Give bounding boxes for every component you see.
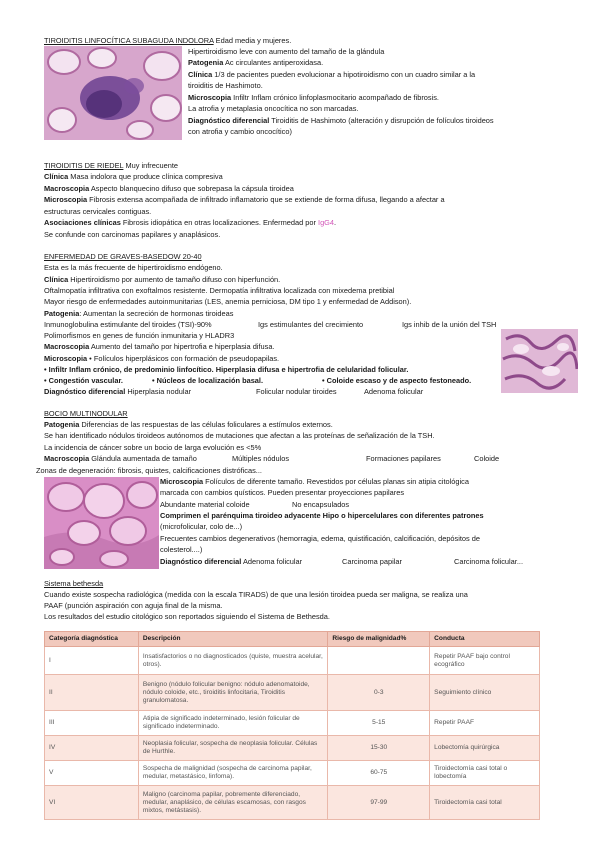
table-cell: Repetir PAAF	[430, 711, 540, 736]
text-line: Carcinoma folicular...	[454, 557, 524, 566]
text-line: Cuando existe sospecha radiológica (medida con la escala TIRADS) de que una lesión tiroidea pueda ser maligna, se realiza una	[44, 590, 468, 599]
table-header-row	[45, 632, 540, 647]
text-line: Se han identificado nódulos tiroideos autónomos de mutaciones que afectan a las proteínas de señalización de la TSH.	[44, 431, 435, 440]
text-line: La incidencia de cáncer sobre un bocio de larga evolución es <5%	[44, 443, 262, 452]
patogenia-line: Patogenia: Aumentan la secreción de hormonas tiroideas	[44, 309, 234, 318]
clinica-line: Clínica 1/3 de pacientes pueden evolucionar a hipotiroidismo con un cuadro similar a la	[188, 70, 476, 79]
clinica-line: Clínica Hipertiroidismo por aumento de tamaño difuso con hiperfunción.	[44, 275, 281, 284]
table-row	[45, 647, 540, 675]
table-cell: Tiroidectomía casi total o lobectomía	[430, 761, 540, 786]
table-cell: 60-75	[328, 761, 430, 786]
clinica-line: Clínica Masa indolora que produce clínica compresiva	[44, 172, 223, 181]
text-line: PAAF (punción aspiración con aguja final de la misma.	[44, 601, 223, 610]
micro-line: Microscopia Folículos de diferente tamaño. Revestidos por células planas sin atipia citológica	[160, 477, 469, 486]
text-line: Carcinoma papilar	[342, 557, 402, 566]
text-line: Oftalmopatía infiltrativa con exoftalmos resistente. Dermopatía infiltrativa localizada con mixedema pretibial	[44, 286, 395, 295]
table-cell: 15-30	[328, 736, 430, 761]
table-cell: 5-15	[328, 711, 430, 736]
table-cell: III	[45, 711, 139, 736]
dx-line: Diagnóstico diferencial Adenoma folicular	[160, 557, 303, 566]
column-header: Categoría diagnóstica	[45, 632, 139, 647]
text-line: Inmunoglobulina estimulante del tiroides (TSI)-90%	[44, 320, 212, 329]
table-cell: V	[45, 761, 139, 786]
text-line: Frecuentes cambios degenerativos (hemorragia, edema, quistificación, calcificación, depósitos de	[160, 534, 481, 543]
section-title-graves: ENFERMEDAD DE GRAVES-BASEDOW 20-40	[44, 252, 202, 261]
text-line: Hipertiroidismo leve con aumento del tamaño de la glándula	[188, 47, 385, 56]
text-line: Abundante material coloide	[160, 500, 250, 509]
table-row	[45, 786, 540, 820]
text-line: Múltiples nódulos	[232, 454, 290, 463]
table-cell: Lobectomía quirúrgica	[430, 736, 540, 761]
table-cell: Tiroidectomía casi total	[430, 786, 540, 820]
column-header: Descripción	[138, 632, 328, 647]
text-line: Folicular nodular tiroides	[256, 387, 337, 396]
bethesda-table	[44, 631, 540, 820]
table-cell: Repetir PAAF bajo control ecográfico	[430, 647, 540, 675]
micro-line: Microscopia • Folículos hiperplásicos con formación de pseudopapilas.	[44, 354, 280, 363]
text-line: Se confunde con carcinomas papilares y anaplásicos.	[44, 230, 221, 239]
table-cell: Atipia de significado indeterminado, lesión folicular de significado indeterminado.	[138, 711, 328, 736]
text-line: Adenoma folicular	[364, 387, 424, 396]
text-line: Igs inhib de la unión del TSH	[402, 320, 497, 329]
macro-line: Macroscopia Aumento del tamaño por hipertrofia e hiperplasia difusa.	[44, 342, 275, 351]
text-line: Los resultados del estudio citológico son reportados siguiendo el Sistema de Bethesda.	[44, 612, 330, 621]
table-cell: Seguimiento clínico	[430, 675, 540, 711]
table-cell: Maligno (carcinoma papilar, pobremente diferenciado, medular, anaplásico, de células escamosas, con rasgos mixtos, metástasis).	[138, 786, 328, 820]
patogenia-line: Patogenia Diferencias de las respuestas de las células foliculares a estímulos externos.	[44, 420, 333, 429]
text-line: La atrofia y metaplasia oncocítica no son marcadas.	[188, 104, 359, 113]
micro-line: Microscopia Fibrosis extensa acompañada de infiltrado inflamatorio que se extiende de forma difusa, llegando a afectar a	[44, 195, 445, 204]
table-row	[45, 761, 540, 786]
histology-image-multinodular-goiter	[44, 477, 159, 569]
text-line: No encapsulados	[292, 500, 350, 509]
text-line: con atrofia y cambio oncocítico)	[188, 127, 292, 136]
text-line: (microfolicular, colo de...)	[160, 522, 243, 531]
table-cell: IV	[45, 736, 139, 761]
table-cell: 97-99	[328, 786, 430, 820]
text-line: colesterol....)	[160, 545, 203, 554]
text-line: Coloide	[474, 454, 500, 463]
histology-image-graves	[501, 329, 578, 393]
table-cell: 0-3	[328, 675, 430, 711]
section-title-bocio: BOCIO MULTINODULAR	[44, 409, 128, 418]
text-line: tiroiditis de Hashimoto.	[188, 81, 263, 90]
text-line: Igs estimulantes del crecimiento	[258, 320, 364, 329]
bullet-line: • Congestión vascular.	[44, 376, 123, 385]
table-cell: I	[45, 647, 139, 675]
patogenia-line: Patogenia Ac circulantes antiperoxidasa.	[188, 58, 324, 67]
text-line: Comprimen el parénquima tiroideo adyacente Hipo o hipercelulares con diferentes patrones	[160, 511, 484, 520]
microscopia-line: Microscopia Infiltr Inflam crónico linfoplasmocitario acompañado de fibrosis.	[188, 93, 439, 102]
dx-line: Diagnóstico diferencial Tiroiditis de Hashimoto (alteración y disrupción de folículos tiroideos	[188, 116, 494, 125]
bullet-line: • Núcleos de localización basal.	[152, 376, 264, 385]
table-cell: VI	[45, 786, 139, 820]
text-line: Zonas de degeneración: fibrosis, quistes, calcificaciones distróficas...	[36, 466, 262, 475]
column-header: Conducta	[430, 632, 540, 647]
table-row	[45, 675, 540, 711]
text-line: marcada con cambios quísticos. Pueden presentar proyecciones papilares	[160, 488, 405, 497]
table-cell: Benigno (nódulo folicular benigno: nódulo adenomatoide, nódulo coloide, etc., tiroiditis linfocitaria, Tiroiditis granulomatosa.	[138, 675, 328, 711]
section-title-riedel: TIROIDITIS DE RIEDEL Muy infrecuente	[44, 161, 179, 170]
macro-line: Macroscopia Glándula aumentada de tamaño	[44, 454, 197, 463]
text-line: Mayor riesgo de enfermedades autoinmunitarias (LES, anemia perniciosa, DM tipo 1 y enfermedad de Addison).	[44, 297, 412, 306]
column-header: Riesgo de malignidad%	[328, 632, 430, 647]
table-cell: II	[45, 675, 139, 711]
text-line: Formaciones papilares	[366, 454, 441, 463]
histology-image-lymphocytic-thyroiditis	[44, 46, 182, 140]
section-title-bethesda: Sistema bethesda	[44, 579, 104, 588]
table-cell: Neoplasia folicular, sospecha de neoplasia folicular. Células de Hurthle.	[138, 736, 328, 761]
macro-line: Macroscopia Aspecto blanquecino difuso que sobrepasa la cápsula tiroidea	[44, 184, 294, 193]
table-cell	[328, 647, 430, 675]
text-line: estructuras cervicales contiguas.	[44, 207, 152, 216]
dx-line: Diagnóstico diferencial Hiperplasia nodular	[44, 387, 192, 396]
section-title-lymphocytic-thyroiditis: TIROIDITIS LINFOCÍTICA SUBAGUDA INDOLORA Edad media y mujeres.	[44, 36, 292, 45]
text-line: Polimorfismos en genes de función inmunitaria y HLADR3	[44, 331, 235, 340]
text-line: Esta es la más frecuente de hipertiroidismo endógeno.	[44, 263, 223, 272]
bullet-line: • Coloide escaso y de aspecto festoneado.	[322, 376, 472, 385]
table-cell: Sospecha de malignidad (sospecha de carcinoma papilar, medular, metastásico, linfoma).	[138, 761, 328, 786]
table-row	[45, 711, 540, 736]
table-cell: Insatisfactorios o no diagnosticados (quiste, muestra acelular, otros).	[138, 647, 328, 675]
bullet-line: • Infiltr Inflam crónico, de predominio linfocítico. Hiperplasia difusa e hipertrofia de celularidad folicular.	[44, 365, 409, 374]
asoc-line: Asociaciones clínicas Fibrosis idiopática en otras localizaciones. Enfermedad por IgG4.	[44, 218, 337, 227]
table-row	[45, 736, 540, 761]
